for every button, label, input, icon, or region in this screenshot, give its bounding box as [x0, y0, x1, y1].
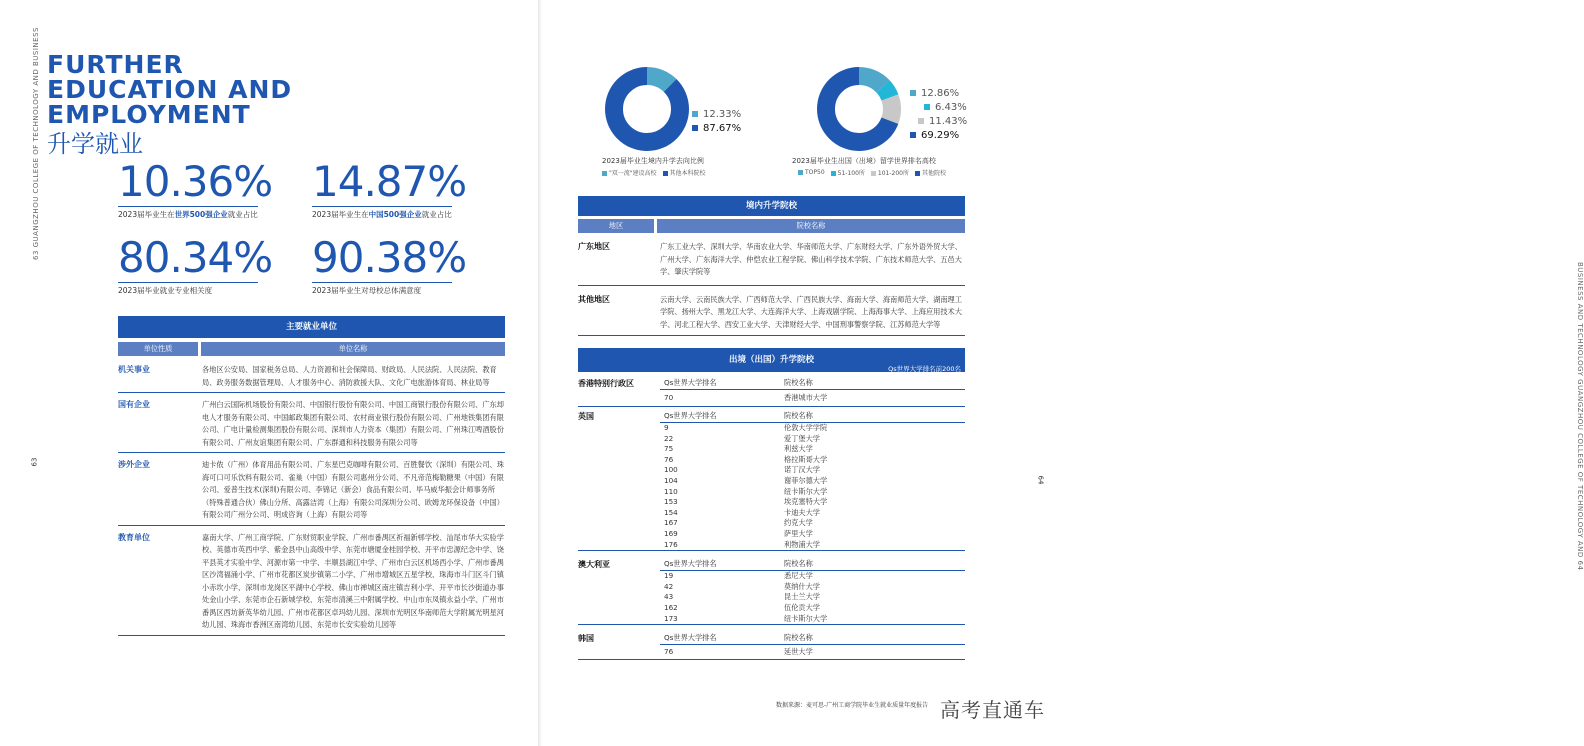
stat-value: 90.38% [312, 233, 467, 282]
stat-satisfaction [312, 233, 467, 296]
donut-slice [614, 76, 680, 142]
abroad-row: 169 萨里大学 [664, 528, 813, 538]
abroad-row: 9 伦敦大学学院 [664, 423, 828, 432]
abroad-group-uk [578, 409, 965, 551]
domestic-table-title: 境内升学院校 [578, 196, 965, 216]
employer-names: 各地区公安局、国家税务总局、人力资源和社会保障局、财政局、人民法院、人民法院、教育局、政务服务数据管理局、人才服务中心、消防救援大队、文化广电旅游体育局、林业局等 [202, 365, 497, 387]
abroad-row: 153 埃克塞特大学 [664, 497, 828, 507]
stat-china500 [312, 157, 467, 220]
col-header-name: 院校名称 [657, 219, 965, 233]
data-source: 数据来源：麦可思-广州工商学院毕业生就业质量年度报告 [776, 702, 929, 709]
donut-domestic-legend [692, 107, 741, 135]
abroad-row: 167 约克大学 [664, 518, 813, 528]
abroad-row: 43 昆士兰大学 [664, 592, 820, 602]
abroad-group-hongkong [578, 376, 965, 407]
abroad-row: 173 纽卡斯尔大学 [664, 613, 828, 623]
abroad-row: 19 悉尼大学 [664, 571, 813, 581]
col-header-region: 地区 [578, 219, 654, 233]
left-page-number: 63 [30, 457, 39, 467]
employer-type: 涉外企业 [118, 460, 150, 469]
stat-value: 80.34% [118, 233, 273, 282]
employer-row [118, 453, 505, 526]
legend-item [910, 100, 967, 114]
employer-names: 迪卡侬（广州）体育用品有限公司、广东星巴克咖啡有限公司、百胜餐饮（深圳）有限公司、珠海可口可乐饮料有限公司、雀巢（中国）有限公司惠州分公司、不凡帝范梅勒糖果（中国）有限公司、爱普生技术(深圳)有限公司、李锦记（新会）食品有限公司、毕马威华振会计师事务所（特殊普通合伙）佛山分所、高露洁湾（上海）有限公司深圳分公司、欧姆龙环保设备（中国）有限公司广州分公司、明成咨询（上海）有限公司等 [202, 460, 504, 519]
employer-table-title: 主要就业单位 [118, 316, 505, 338]
domestic-table [578, 196, 965, 336]
legend-swatch [924, 104, 930, 110]
col-header-name: 单位名称 [201, 342, 505, 356]
abroad-group-list: Qs世界大学排名 院校名称 19 悉尼大学 42 莫纳什大学 43 昆士兰大学 162 伍伦贡大学 173 纽卡斯尔大学 [660, 557, 965, 624]
title-english [47, 52, 292, 127]
abroad-table [578, 348, 965, 660]
stat-caption: 2023届毕业生在世界500强企业就业占比 [118, 210, 258, 219]
abroad-table-note: Qs世界大学排名前200名 [888, 365, 961, 373]
right-page [540, 0, 1584, 746]
abroad-row: 70 香港城市大学 [664, 393, 828, 402]
region: 广东地区 [578, 242, 610, 251]
legend-item [910, 86, 967, 100]
legend-value: 11.43% [929, 115, 968, 127]
right-page-number: 64 [1036, 475, 1045, 485]
title-line-1: FURTHER [47, 50, 184, 79]
domestic-row [578, 286, 965, 337]
employer-type: 国有企业 [118, 400, 150, 409]
stat-value: 14.87% [312, 157, 467, 206]
region: 其他地区 [578, 294, 610, 304]
watermark: 高考直通车 [940, 698, 1045, 722]
employer-row [118, 393, 505, 453]
stat-value: 10.36% [118, 157, 273, 206]
abroad-group-australia [578, 557, 965, 625]
region: 澳大利亚 [578, 560, 610, 570]
legend-item [692, 121, 741, 135]
employer-row [118, 526, 505, 636]
abroad-row: 176 利物浦大学 [664, 539, 820, 549]
col-header-type: 单位性质 [118, 342, 198, 356]
right-side-text: BUSINESS AND TECHNOLOGY GUANGZHOU COLLEGE OF TECHNOLOGY AND 64 [1576, 262, 1584, 571]
employer-row [118, 356, 505, 393]
employer-type: 机关事业 [118, 365, 150, 374]
abroad-table-title: 出境（出国）升学院校 Qs世界大学排名前200名 [578, 348, 965, 372]
region: 英国 [578, 412, 594, 421]
abroad-row: 76 延世大学 [664, 647, 813, 657]
school-names: 云南大学、云南民族大学、广西师范大学、广西民族大学、海南大学、海南师范大学、湖南理工学院、扬州大学、黑龙江大学、大连海洋大学、上海戏剧学院、上海海事大学、上海应用技术大学、河北工程大学、西安工业大学、天津财经大学、中国刑事警察学院、江苏师范大学等 [660, 294, 962, 329]
legend-item [910, 114, 967, 128]
title-line-3: EMPLOYMENT [47, 100, 251, 129]
legend-value: 69.29% [921, 129, 960, 141]
legend-swatch [692, 111, 698, 117]
school-names: 广东工业大学、深圳大学、华南农业大学、华南师范大学、广东财经大学、广东外语外贸大学、广州大学、广东海洋大学、仲恺农业工程学院、佛山科学技术学院、广东技术师范大学、五邑大学、肇庆学院等 [660, 242, 962, 276]
donut-abroad-chart [816, 66, 902, 152]
stat-caption: 2023届毕业就业专业相关度 [118, 286, 213, 295]
abroad-row: 75 利兹大学 [664, 444, 813, 454]
donut-abroad-small-legend: TOP50 51-100所 101-200所 其他院校 [798, 168, 946, 177]
abroad-row: 162 伍伦贡大学 [664, 602, 820, 612]
employer-type: 教育单位 [118, 532, 150, 542]
employer-names: 广州白云国际机场股份有限公司、中国银行股份有限公司、中国工商银行股份有限公司、广东却电人才服务有限公司、中国邮政集团有限公司、农村商业银行股份有限公司、广州地铁集团有限公司、广电计量检测集团股份有限公司、深圳市人力资本（集团）有限公司、广州珠江啤酒股份有限公司、广州友谊集团有限公司、广东群通和科技服务有限公司等 [202, 400, 504, 447]
left-side-text: 63 GUANGZHOU COLLEGE OF TECHNOLOGY AND BUSINESS [32, 27, 40, 260]
employer-names: 嘉南大学、广州工商学院、广东财贸职业学院、广州市番禺区祈福新邨学校、汕尾市华大实验学校、英德市英西中学、紫金县中山高级中学、东莞市塘厦金桂园学校、开平市忠源纪念中学、饶平县英才实验中学、河源市第一中学、丰顺县湖江中学、广州市白云区机场西小学、广州市番禺区沙湾福涌小学、广州市花都区炭步镇第二小学、广州市增城区五星学校、珠海市斗门区斗门镇小赤坎小学、深圳市龙岗区平湖中心学校、佛山市禅城区南庄镇吉利小学、开平市长沙街道办事处金山小学、东莞市企石新城学校、东莞市清溪三中附属学校、中山市东凤镇永益小学、广州市番禺区西坊新英华幼儿园、广州市花都区卓玛幼儿园、深圳市光明区华南师范大学附属光明星河幼儿园、珠海市香洲区南湾幼儿园、东莞市长安实验幼儿园等 [202, 532, 504, 629]
abroad-group-list: Qs世界大学排名 院校名称 76 延世大学 [660, 631, 965, 659]
legend-swatch [692, 125, 698, 131]
stat-fortune500 [118, 157, 273, 220]
legend-item [692, 107, 741, 121]
title-line-2: EDUCATION AND [47, 75, 293, 104]
abroad-row: 154 卡迪夫大学 [664, 507, 820, 517]
legend-value: 87.67% [703, 122, 742, 134]
legend-value: 12.86% [921, 87, 960, 99]
title-chinese: 升学就业 [47, 130, 143, 158]
region: 香港特别行政区 [578, 379, 634, 388]
domestic-row [578, 233, 965, 286]
employer-table [118, 316, 505, 636]
donut-domestic-small-legend: "双一流"建设高校 其他本科院校 [602, 168, 706, 177]
stat-caption: 2023届毕业生在中国500强企业就业占比 [312, 210, 452, 219]
domestic-table-header [578, 219, 965, 233]
abroad-group-korea [578, 631, 965, 660]
legend-item [910, 128, 967, 142]
abroad-row: 110 纽卡斯尔大学 [664, 486, 828, 496]
donut-domestic-chart [604, 66, 690, 152]
abroad-row: 42 莫纳什大学 [664, 581, 820, 591]
region: 韩国 [578, 634, 594, 644]
abroad-group-list: Qs世界大学排名 院校名称 9 伦敦大学学院 22 爱丁堡大学 75 利兹大学 76 格拉斯哥大学 100 诺丁汉大学 104 谢菲尔德大学 110 纽卡斯尔大学 153 埃克塞特大学 154 卡迪夫大学 167 约克大学 169 萨里大学 176 利物浦大学 [660, 409, 965, 550]
stat-caption: 2023届毕业生对母校总体满意度 [312, 286, 422, 295]
legend-swatch [910, 132, 916, 138]
legend-value: 6.43% [935, 101, 967, 113]
legend-swatch [910, 90, 916, 96]
stat-major-relevance [118, 233, 273, 296]
donut-domestic-caption: 2023届毕业生境内升学去向比例 [602, 157, 704, 165]
abroad-row: 76 格拉斯哥大学 [664, 454, 828, 464]
abroad-row: 100 诺丁汉大学 [664, 465, 820, 475]
donut-abroad-caption: 2023届毕业生出国（出境）留学世界排名高校 [792, 157, 936, 165]
left-page [0, 0, 540, 746]
abroad-group-list: Qs世界大学排名 院校名称 70 香港城市大学 [660, 376, 965, 406]
abroad-row: 104 谢菲尔德大学 [664, 475, 828, 485]
abroad-row: 22 爱丁堡大学 [664, 433, 820, 443]
donut-abroad-legend [910, 86, 967, 142]
legend-value: 12.33% [703, 108, 742, 120]
legend-swatch [918, 118, 924, 124]
employer-table-header [118, 342, 505, 356]
